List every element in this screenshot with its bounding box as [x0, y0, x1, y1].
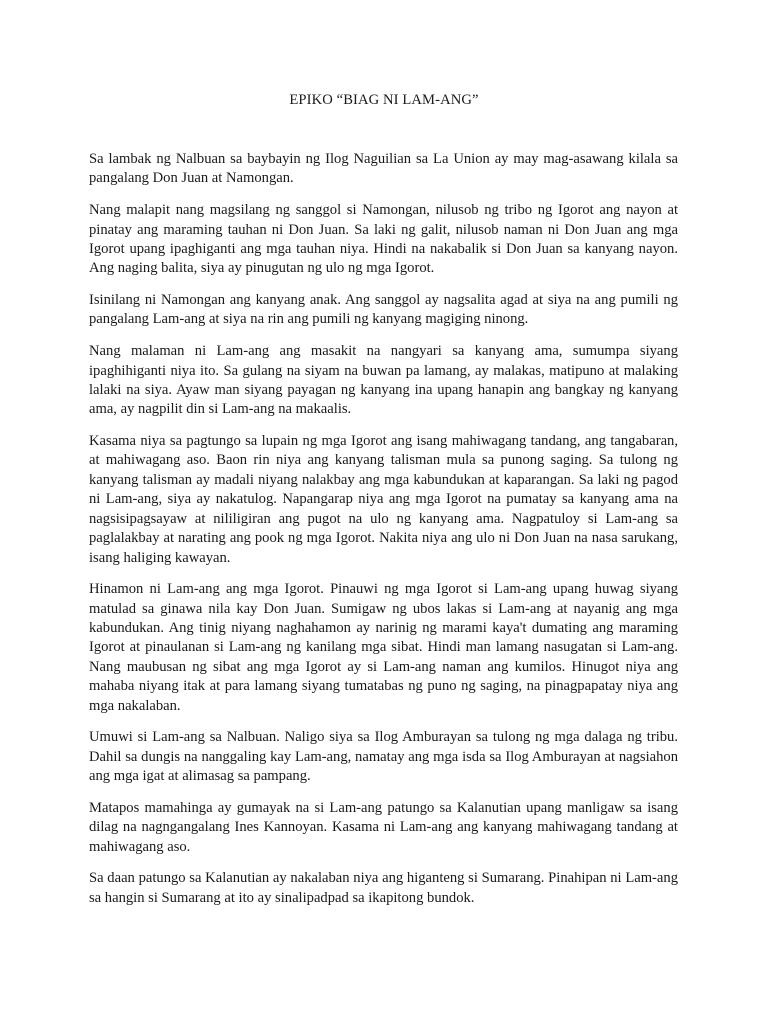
paragraph-6: Hinamon ni Lam-ang ang mga Igorot. Pinauwi ng mga Igorot si Lam-ang upang huwag siyang matulad sa ginawa nila kay Don Juan. Sumigaw ng ubos lakas si Lam-ang at nayanig ang mga kabundukan. Ang tinig niyang naghahamon ay narinig ng marami kaya't dumating ang maraming Igorot at pinaulanan si Lam-ang ng kanilang mga sibat. Hindi man lamang nasugatan si Lam-ang. Nang maubusan ng sibat ang mga Igorot ay si Lam-ang naman ang kumilos. Hinugot niya ang mahaba niyang itak at para lamang siyang tumatabas ng puno ng saging, na pinagpapatay niya ang mga nakalaban. — [89, 581, 678, 714]
paragraph-3: Isinilang ni Namongan ang kanyang anak. Ang sanggol ay nagsalita agad at siya na ang pumili ng pangalang Lam-ang at siya na rin ang pumili ng kanyang magiging ninong. — [89, 292, 678, 328]
paragraph-4: Nang malaman ni Lam-ang ang masakit na nangyari sa kanyang ama, sumumpa siyang ipaghihiganti niya ito. Sa gulang na siyam na buwan pa lamang, ay malakas, matipuno at malaking lalaki na siya. Ayaw man siyang payagan ng kanyang ina upang hanapin ang bangkay ng kanyang ama, ay nagpilit din si Lam-ang na makaalis. — [89, 343, 678, 418]
document-body — [89, 150, 678, 920]
document-title: EPIKO “BIAG NI LAM-ANG” — [289, 92, 479, 108]
paragraph-9: Sa daan patungo sa Kalanutian ay nakalaban niya ang higanteng si Sumarang. Pinahipan ni Lam-ang sa hangin si Sumarang at ito ay sinalipadpad sa ikapitong bundok. — [89, 870, 678, 906]
paragraph-2: Nang malapit nang magsilang ng sanggol si Namongan, nilusob ng tribo ng Igorot ang nayon at pinatay ang maraming tauhan ni Don Juan. Sa laki ng galit, nilusob naman ni Don Juan ang mga Igorot upang ipaghiganti ang mga tauhan niya. Hindi na nakabalik si Don Juan sa kanyang nayon. Ang naging balita, siya ay pinugutan ng ulo ng mga Igorot. — [89, 202, 678, 277]
paragraph-1: Sa lambak ng Nalbuan sa baybayin ng Ilog Naguilian sa La Union ay may mag-asawang kilala sa pangalang Don Juan at Namongan. — [89, 151, 678, 187]
paragraph-8: Matapos mamahinga ay gumayak na si Lam-ang patungo sa Kalanutian upang manligaw sa isang dilag na nagngangalang Ines Kannoyan. Kasama ni Lam-ang ang kanyang mahiwagang tandang at mahiwagang aso. — [89, 799, 678, 855]
paragraph-5: Kasama niya sa pagtungo sa lupain ng mga Igorot ang isang mahiwagang tandang, ang tangabaran, at mahiwagang aso. Baon rin niya ang kanyang talisman mula sa punong saging. Sa tulong ng kanyang talisman ay madali niyang nalakbay ang mga kabundukan at kaparangan. Sa laki ng pagod ni Lam-ang, siya ay nakatulog. Napangarap niya ang mga Igorot na pumatay sa kanyang ama na nagsisipagsayaw at nililigiran ang pugot na ulo ng kanyang ama. Nagpatuloy si Lam-ang sa paglalakbay at narating ang pook ng mga Igorot. Nakita niya ang ulo ni Don Juan na nasa sarukang, isang haliging kawayan. — [89, 433, 678, 566]
paragraph-7: Umuwi si Lam-ang sa Nalbuan. Naligo siya sa Ilog Amburayan sa tulong ng mga dalaga ng tribu. Dahil sa dungis na nanggaling kay Lam-ang, namatay ang mga isda sa Ilog Amburayan at nagsiahon ang mga igat at alimasag sa pampang. — [89, 729, 678, 785]
